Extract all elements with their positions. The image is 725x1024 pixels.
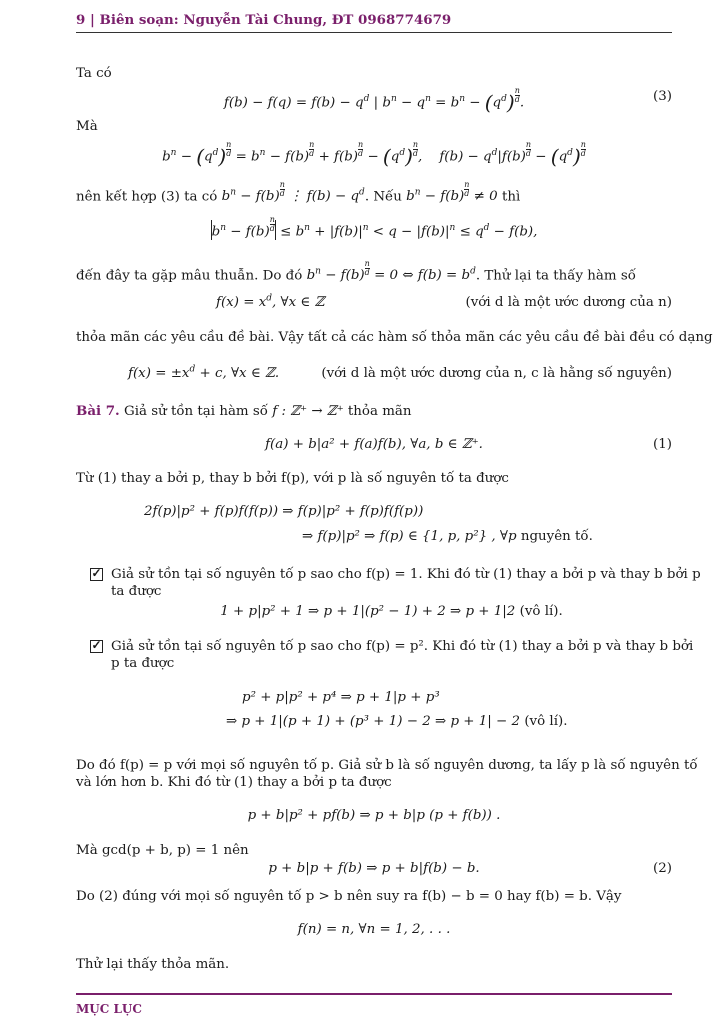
paragraph-do-do-2: và lớn hơn b. Khi đó từ (1) thay a bởi p ta được: [76, 775, 392, 790]
equation-3: $f(b) - f(q) = f(b) - q^d$ | $b^n - q^n = b^n - (q^d)$ $\frac{n}{d}$ .: [223, 86, 525, 115]
header-divider: |: [90, 12, 100, 28]
case-2-line1: Giả sử tồn tại số nguyên tố p sao cho f(p) = p². Khi đó từ (1) thay a bởi p và thay b bởi: [111, 639, 694, 654]
problem-7-label: Bài 7.: [76, 403, 120, 419]
case-2-equation-1: p² + p|p² + p⁴ ⇒ p + 1|p + p³: [242, 690, 440, 705]
case-1-vo-li: (vô lí).: [519, 604, 563, 619]
problem-7-text: Giả sử tồn tại hàm số: [124, 404, 268, 419]
problem-7-statement: [76, 403, 672, 420]
case-2-line2: p ta được: [111, 656, 175, 671]
paragraph-mau-thuan: đến đây ta gặp mâu thuẫn. Do đó $b^n - f(b)$ $\frac{n}{d}$ = 0 ⇔ $f(b) = b^d$. Thử lại ta thấy hàm số: [76, 259, 636, 284]
page: [76, 0, 713, 1024]
note-uoc-n: (với d là một ước dương của n): [465, 295, 672, 310]
equation-1: f(a) + b|a² + f(a)f(b), ∀a, b ∈ ℤ⁺.: [265, 437, 483, 452]
equation-fn: f(n) = n, ∀n = 1, 2, . . .: [297, 922, 451, 937]
equation-pb: p + b|p² + pf(b) ⇒ p + b|p (p + f(b)) .: [247, 808, 501, 823]
case-1-line1: Giả sử tồn tại số nguyên tố p sao cho f(p) = 1. Khi đó từ (1) thay a bởi p và thay b bởi p: [111, 567, 701, 582]
text-thi: thì: [501, 189, 521, 205]
text-ma-gcd: Mà gcd(p + b, p) = 1 nên: [76, 843, 249, 858]
equation-2fp-line1: 2f(p)|p² + f(p)f(f(p)) ⇒ f(p)|p² + f(p)f(f(p)): [144, 504, 424, 519]
case-2-vo-li: (vô lí).: [524, 714, 568, 729]
equation-2: p + b|p + f(b) ⇒ p + b|f(b) − b.: [268, 861, 480, 876]
text-ma: Mà: [76, 119, 98, 134]
equation-number-2: (2): [653, 861, 672, 876]
checkbox-icon: ✓: [91, 638, 102, 652]
page-header: [76, 12, 672, 33]
text-tu-1: Từ (1) thay a bởi p, thay b bởi f(p), với p là số nguyên tố ta được: [76, 471, 509, 486]
table-of-contents-link[interactable]: MỤC LỤC: [76, 1002, 142, 1016]
case-2-equation-2: ⇒ p + 1|(p + 1) + (p³ + 1) − 2 ⇒ p + 1| − 2 (vô lí).: [226, 714, 568, 729]
text-ta-co: Ta có: [76, 66, 112, 81]
page-footer: [76, 993, 672, 1016]
note-uoc-n-c: (với d là một ước dương của n, c là hằng số nguyên): [321, 366, 672, 381]
text-den-day: đến đây ta gặp mâu thuẫn. Do đó: [76, 268, 303, 284]
equation-2fp-line2: ⇒ f(p)|p² ⇒ f(p) ∈ {1, p, p²} , ∀p nguyên tố.: [302, 529, 593, 544]
paragraph-do-2: Do (2) đúng với mọi số nguyên tố p > b nên suy ra f(b) − b = 0 hay f(b) = b. Vậy: [76, 889, 622, 904]
author-line: Biên soạn: Nguyễn Tài Chung, ĐT 0968774679: [99, 12, 452, 28]
equation-fx-xd: $f(x) = x^d$, ∀x ∈ ℤ: [216, 293, 325, 310]
paragraph-ket-hop: nên kết hợp (3) ta có $b^n - f(b)$ $\frac{n}{d}$ ⋮ $f(b) - q^d$. Nếu $b^n - f(b)$ $\frac{n}{d}$ ≠ 0 thì: [76, 180, 521, 205]
page-number: 9: [76, 12, 86, 28]
problem-7-tail: thỏa mãn: [347, 404, 412, 419]
text-nguyen-to: nguyên tố.: [520, 529, 593, 544]
equation-fx-pm: $f(x) = \pm x^d + c$, ∀x ∈ ℤ.: [128, 364, 280, 381]
equation-number-3: (3): [653, 89, 672, 104]
text-nen-ket-hop: nên kết hợp (3) ta có: [76, 189, 218, 205]
text-thoa-man: thỏa mãn các yêu cầu đề bài. Vậy tất cả các hàm số thỏa mãn các yêu cầu đề bài đều có dạng: [76, 330, 713, 345]
paragraph-do-do-1: Do đó f(p) = p với mọi số nguyên tố p. Giả sử b là số nguyên dương, ta lấy p là số nguyên tố: [76, 758, 698, 773]
equation-inequality: $b^n - f(b)$ $\frac{n}{d}$ ≤ $b^n + |f(b)|^n < q - |f(b)|^n \le q^d - f(b)$,: [211, 215, 538, 240]
case-1-line2: ta được: [111, 584, 162, 599]
equation-ma: $b^n - (q^d)$ $\frac{n}{d}$ = $b^n - f(b)$ $\frac{n}{d}$ + f(b) $\frac{n}{d}$ − $(q^d)$ $\frac{n}{d}$ , $f(b) - q^d|f(b)$ $\frac{n}{d}$ − $(q^d)$ $\frac{n}{d}$: [162, 140, 586, 169]
text-neu: . Nếu: [364, 189, 402, 205]
text-thu-lai-hs: . Thử lại ta thấy hàm số: [475, 268, 636, 284]
checkbox-icon: ✓: [91, 566, 102, 580]
equation-number-1: (1): [653, 437, 672, 452]
function-map: f : ℤ⁺ → ℤ⁺: [272, 404, 344, 419]
case-1-equation: 1 + p|p² + 1 ⇒ p + 1|(p² − 1) + 2 ⇒ p + 1|2 (vô lí).: [220, 604, 563, 619]
text-thu-lai: Thử lại thấy thỏa mãn.: [76, 957, 230, 972]
